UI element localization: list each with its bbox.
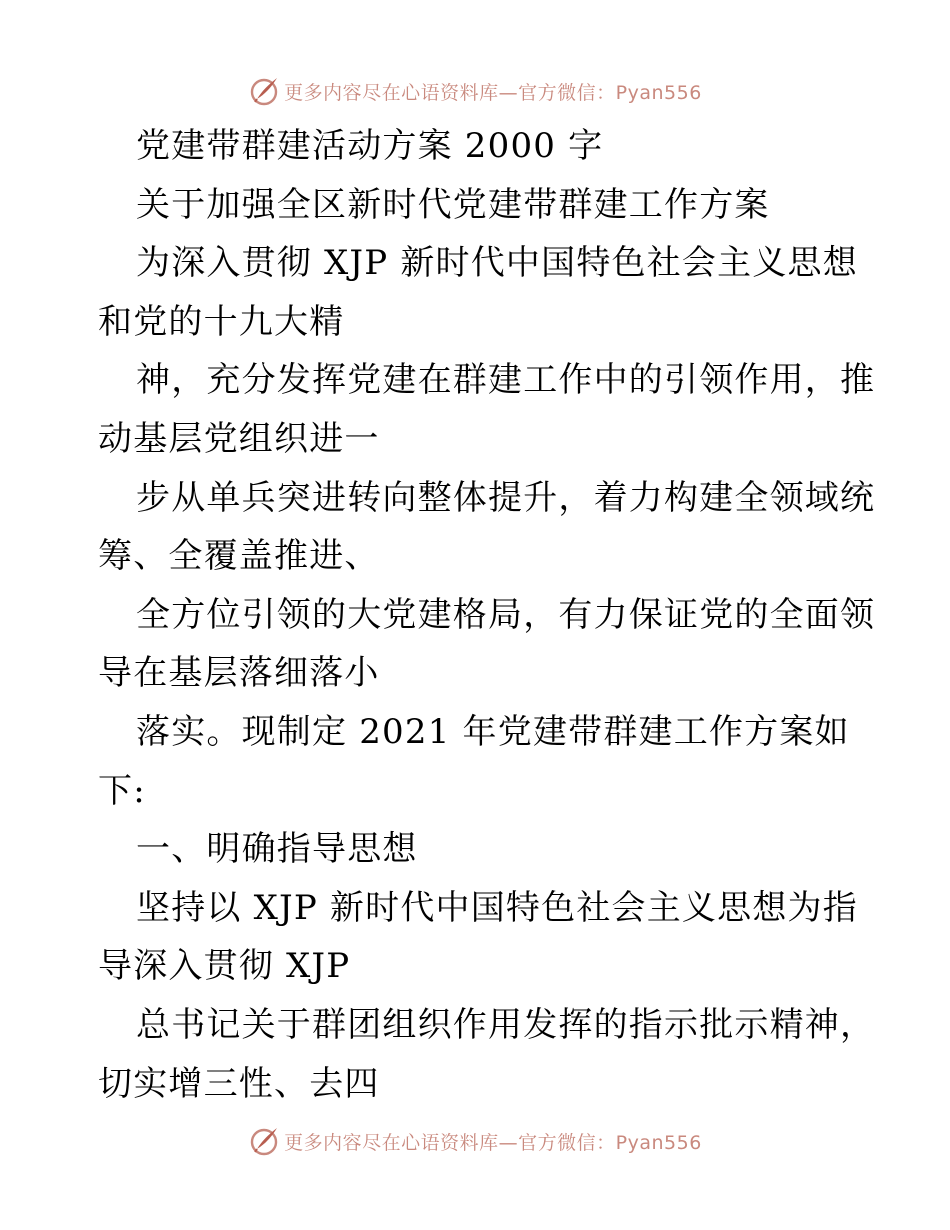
header-watermark	[0, 71, 950, 111]
watermark-text: 更多内容尽在心语资料库—官方微信：Pyan556	[284, 1131, 702, 1154]
text-line: 坚持以 XJP 新时代中国特色社会主义思想为指	[136, 887, 858, 928]
document-body	[98, 124, 876, 1120]
text-line: 总书记关于群团组织作用发挥的指示批示精神，	[136, 1004, 876, 1045]
text-line: 下:	[98, 770, 146, 811]
text-line: 党建带群建活动方案 2000 字	[136, 126, 604, 166]
text-line: 筹、全覆盖推进、	[98, 536, 380, 577]
text-line: 步从单兵突进转向整体提升，着力构建全领域统	[136, 477, 876, 518]
text-line: 导在基层落细落小	[98, 653, 380, 694]
text-line: 导深入贯彻 XJP	[98, 946, 351, 987]
text-line: 动基层党组织进一	[98, 418, 380, 459]
footer-watermark	[0, 1121, 950, 1161]
text-line: 神，充分发挥党建在群建工作中的引领作用，推	[136, 360, 876, 401]
feather-pen-seal-icon	[248, 1125, 280, 1157]
text-line: 关于加强全区新时代党建带群建工作方案	[136, 184, 770, 225]
text-line: 一、明确指导思想	[136, 829, 418, 870]
text-line: 切实增三性、去四	[98, 1063, 380, 1104]
text-line: 和党的十九大精	[98, 301, 345, 342]
text-line: 落实。现制定 2021 年党建带群建工作方案如	[136, 711, 850, 752]
feather-pen-seal-icon	[248, 75, 280, 107]
text-line: 全方位引领的大党建格局，有力保证党的全面领	[136, 594, 876, 635]
text-line: 为深入贯彻 XJP 新时代中国特色社会主义思想	[136, 243, 858, 284]
watermark-text: 更多内容尽在心语资料库—官方微信：Pyan556	[284, 81, 702, 104]
